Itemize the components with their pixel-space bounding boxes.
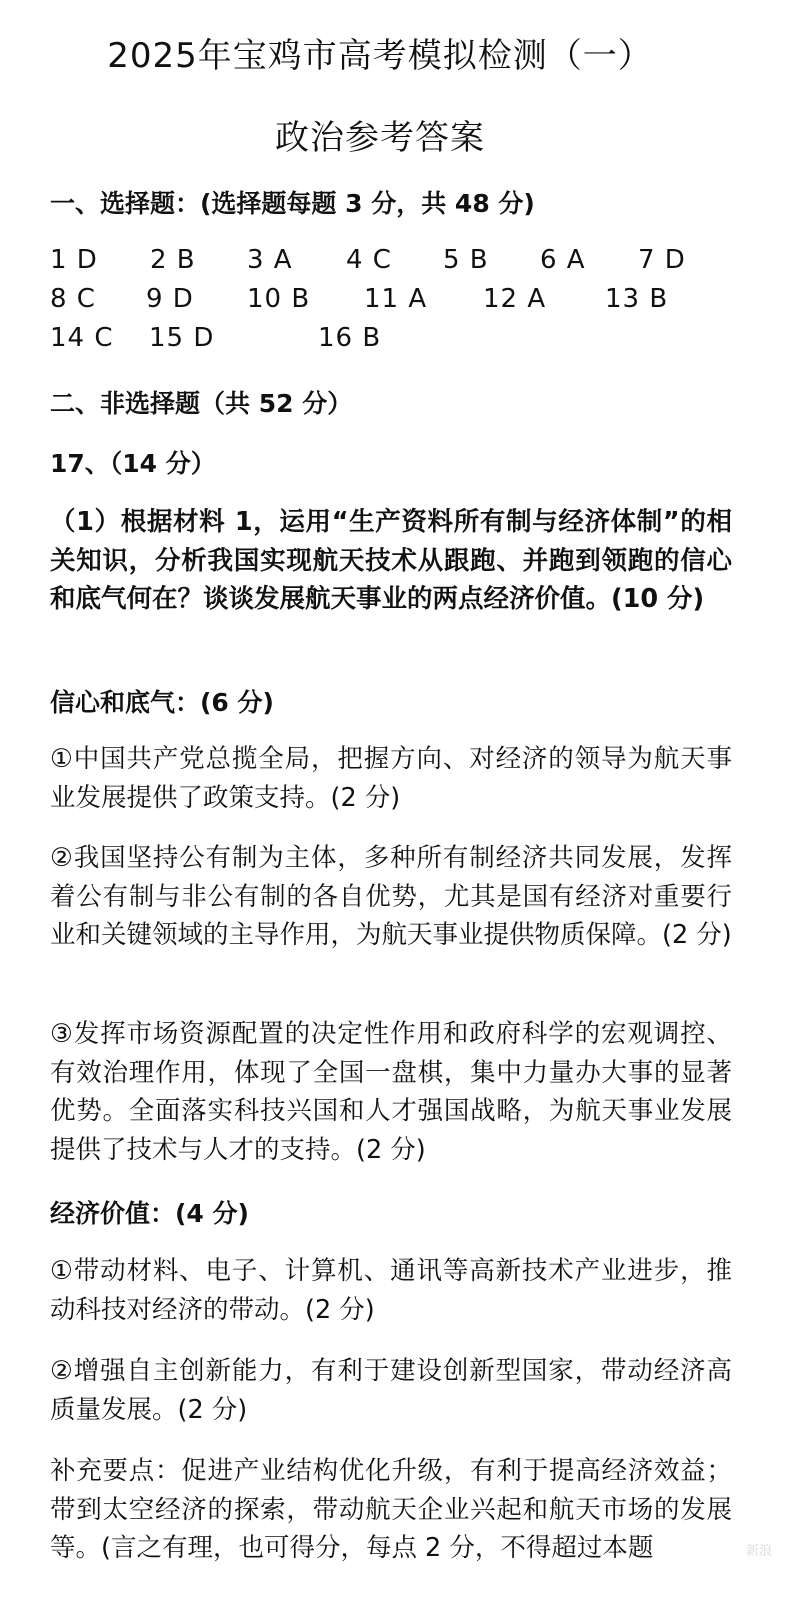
section-2-heading: 二、非选择题（共 52 分） — [50, 389, 353, 418]
section-1-heading: 一、选择题：(选择题每题 3 分，共 48 分) — [50, 189, 535, 218]
answer-item: 7 D — [638, 245, 686, 275]
answer-item: 14 C — [50, 323, 114, 353]
confidence-heading: 信心和底气：(6 分) — [50, 688, 274, 717]
answer-item: 9 D — [146, 284, 194, 314]
answer-item: 8 C — [50, 284, 96, 314]
answer-item: 13 B — [605, 284, 669, 314]
question-17-prompt: （1）根据材料 1，运用“生产资料所有制与经济体制”的相关知识，分析我国实现航天技术从跟跑、并跑到领跑的信心和底气何在？谈谈发展航天事业的两点经济价值。(10 分) — [50, 507, 732, 614]
answer-row-1 — [50, 245, 750, 279]
answer-row-2 — [50, 284, 750, 318]
answer-item: 2 B — [150, 245, 196, 275]
answer-item: 12 A — [483, 284, 547, 314]
supplement-note: 补充要点：促进产业结构优化升级，有利于提高经济效益；带到太空经济的探索，带动航天企业兴起和航天市场的发展等。(言之有理，也可得分，每点 2 分，不得超过本题 — [50, 1456, 732, 1563]
answer-item: 10 B — [247, 284, 311, 314]
value-heading: 经济价值：(4 分) — [50, 1199, 249, 1228]
page-subtitle: 政治参考答案 — [275, 118, 485, 158]
question-17-heading: 17、（14 分） — [50, 449, 216, 478]
confidence-point-2: ②我国坚持公有制为主体，多种所有制经济共同发展，发挥着公有制与非公有制的各自优势，尤其是国有经济对重要行业和关键领域的主导作用，为航天事业提供物质保障。(2 分) — [50, 843, 732, 950]
confidence-point-1: ①中国共产党总揽全局，把握方向、对经济的领导为航天事业发展提供了政策支持。(2 分) — [50, 744, 732, 813]
answer-row-3 — [50, 323, 750, 357]
answer-item: 15 D — [149, 323, 215, 353]
answer-item: 16 B — [318, 323, 382, 353]
answer-item: 1 D — [50, 245, 98, 275]
answer-item: 4 C — [346, 245, 392, 275]
value-point-2: ②增强自主创新能力，有利于建设创新型国家，带动经济高质量发展。(2 分) — [50, 1356, 732, 1425]
answer-item: 3 A — [247, 245, 293, 275]
watermark: 新浪 — [745, 1544, 772, 1559]
answer-item: 11 A — [364, 284, 428, 314]
answer-item: 6 A — [540, 245, 586, 275]
page-title: 2025年宝鸡市高考模拟检测（一） — [107, 36, 653, 76]
confidence-point-3: ③发挥市场资源配置的决定性作用和政府科学的宏观调控、有效治理作用，体现了全国一盘棋，集中力量办大事的显著优势。全面落实科技兴国和人才强国战略，为航天事业发展提供了技术与人才的支持。(2 分) — [50, 1019, 732, 1165]
value-point-1: ①带动材料、电子、计算机、通讯等高新技术产业进步，推动科技对经济的带动。(2 分) — [50, 1256, 732, 1325]
answer-item: 5 B — [443, 245, 489, 275]
